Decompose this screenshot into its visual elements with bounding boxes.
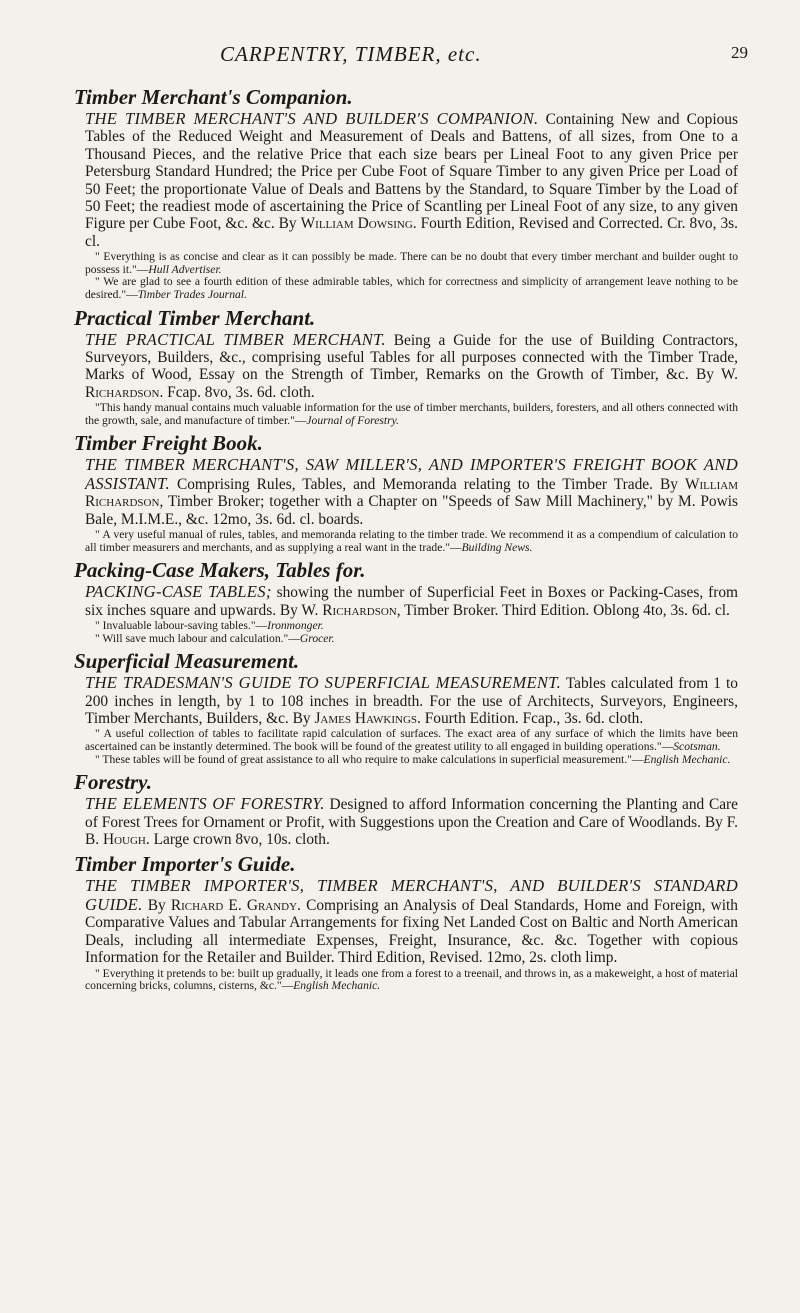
book-title: PACKING-CASE TABLES; bbox=[85, 582, 272, 602]
description-text: Being a Guide for the use of Building Contractors, Surveyors, Builders, &c., comprising useful Tables for all purposes connected with the Timber Trade, Marks of Wood, Essay on the Strength of Timber, Remarks on the Growth of Timber, &c. By W. bbox=[85, 331, 738, 384]
section-heading: Packing-Case Makers, Tables for. bbox=[74, 558, 366, 583]
section-heading: Superficial Measurement. bbox=[74, 649, 300, 674]
quote-text: " Will save much labour and calculation."— bbox=[95, 631, 300, 645]
catalogue-entry bbox=[74, 559, 738, 645]
publication-details: Timber Broker; together with a Chapter on "Speeds of Saw Mill Machinery," by M. Powis Bale, M.I.M.E., &c. 12mo, 3s. 6d. cl. boards. bbox=[85, 493, 738, 528]
publication-details: Timber Broker. Third Edition. Oblong 4to, 3s. 6d. cl. bbox=[404, 601, 730, 619]
catalogue-entry bbox=[74, 650, 738, 766]
review-quotes bbox=[85, 968, 738, 993]
review-quote bbox=[85, 251, 738, 276]
author-name: James Hawkings. bbox=[314, 710, 421, 728]
entry-description bbox=[85, 795, 738, 848]
section-heading: Forestry. bbox=[74, 770, 152, 795]
book-title: THE TIMBER IMPORTER'S, TIMBER MERCHANT'S, AND BUILDER'S STANDARD GUIDE. bbox=[85, 876, 738, 914]
author-name: Richard E. Grandy. bbox=[170, 896, 301, 914]
entry-description bbox=[85, 583, 738, 619]
running-title: CARPENTRY, TIMBER, etc. bbox=[220, 42, 482, 66]
book-title: THE TRADESMAN'S GUIDE TO SUPERFICIAL MEASUREMENT. bbox=[85, 673, 562, 693]
section-heading: Timber Freight Book. bbox=[74, 431, 263, 456]
entry-description bbox=[85, 456, 738, 528]
review-quote bbox=[85, 529, 738, 554]
publication-details: Fourth Edition, Revised and Corrected. Cr. 8vo, 3s. cl. bbox=[85, 215, 738, 250]
entry-description bbox=[85, 877, 738, 966]
review-quotes bbox=[85, 728, 738, 766]
author-name: Richardson, bbox=[322, 601, 401, 619]
quote-source: Journal of Forestry. bbox=[306, 413, 400, 427]
quote-text: " Everything it pretends to be: built up gradually, it leads one from a forest to a treenail, and throws in, as a makeweight, a host of material concerning bricks, columns, cisterns, &c."— bbox=[85, 966, 738, 993]
catalogue-entry bbox=[74, 432, 738, 554]
description-text: Tables calculated from 1 to 200 inches in length, by 1 to 108 inches in breadth. For the use of Architects, Surveyors, Engineers, Timber Merchants, Builders, &c. By bbox=[85, 675, 738, 728]
book-title: THE ELEMENTS OF FORESTRY. bbox=[85, 794, 325, 814]
review-quotes bbox=[85, 251, 738, 301]
entry-description bbox=[85, 331, 738, 402]
book-title: THE PRACTICAL TIMBER MERCHANT. bbox=[85, 329, 386, 349]
quote-text: " Everything is as concise and clear as it can possibly be made. There can be no doubt that every timber merchant and builder ought to possess it."— bbox=[85, 250, 738, 276]
description-text: showing the number of Superficial Feet in Boxes or Packing-Cases, from six inches square and upwards. By W. bbox=[85, 584, 738, 619]
running-head bbox=[0, 42, 800, 68]
publication-details: Large crown 8vo, 10s. cloth. bbox=[153, 831, 330, 849]
quote-text: " These tables will be found of great assistance to all who require to make calculations in superficial measurement."— bbox=[95, 752, 644, 766]
quote-source: English Mechanic. bbox=[643, 752, 731, 766]
quote-source: English Mechanic. bbox=[293, 979, 381, 993]
quote-text: " A very useful manual of rules, tables, and memoranda relating to the timber trade. We recommend it as a compendium of calculation to all timber measurers and merchants, and as supplying a real want in the trade."— bbox=[85, 528, 738, 554]
catalogue-entry bbox=[74, 86, 738, 302]
description-text: By bbox=[147, 896, 166, 914]
quote-source: Hull Advertiser. bbox=[148, 262, 222, 276]
publication-details: Comprising an Analysis of Deal Standards, Home and Foreign, with Comparative Values and Tabular Arrangements for fixing Net Landed Cost on Baltic and North American Deals, including all intermediate Expenses, Freight, Insurance, &c. &c. Together with copious Information for the Retailer and Builder. Third Edition, Revised. 12mo, 2s. cloth limp. bbox=[85, 896, 738, 967]
book-title: THE TIMBER MERCHANT'S AND BUILDER'S COMPANION. bbox=[85, 109, 539, 128]
description-text: Designed to afford Information concerning the Planting and Care of Forest Trees for Ornament or Profit, with Suggestions upon the Creation and Care of Woodlands. By F. B. bbox=[85, 796, 738, 849]
section-heading: Timber Merchant's Companion. bbox=[74, 85, 353, 109]
publication-details: Fcap. 8vo, 3s. 6d. cloth. bbox=[167, 383, 315, 401]
review-quote bbox=[85, 968, 738, 993]
quote-source: Ironmonger. bbox=[267, 619, 324, 633]
catalogue-entry bbox=[74, 771, 738, 848]
catalogue-entries bbox=[74, 86, 738, 998]
section-heading: Timber Importer's Guide. bbox=[74, 852, 296, 877]
book-title: THE TIMBER MERCHANT'S, SAW MILLER'S, AND IMPORTER'S FREIGHT BOOK AND ASSISTANT. bbox=[85, 455, 738, 493]
quote-source: Timber Trades Journal. bbox=[137, 288, 247, 302]
section-heading: Practical Timber Merchant. bbox=[74, 305, 316, 330]
quote-source: Grocer. bbox=[299, 631, 335, 645]
review-quote bbox=[85, 754, 738, 767]
quote-source: Scotsman. bbox=[673, 740, 721, 754]
quote-text: "This handy manual contains much valuable information for the use of timber merchants, builders, foresters, and all others connected with the growth, sale, and manufacture of timber."— bbox=[85, 401, 738, 427]
review-quote bbox=[85, 402, 738, 427]
page-number: 29 bbox=[731, 43, 748, 62]
catalogue-entry bbox=[74, 307, 738, 428]
review-quote bbox=[85, 728, 738, 753]
quote-text: " A useful collection of tables to facilitate rapid calculation of surfaces. The exact area of any surface of which the limits have been ascertained can be instantly determined. The book will be found of the greatest utility to all engaged in building operations."— bbox=[85, 727, 738, 754]
quote-text: " Invaluable labour-saving tables."— bbox=[95, 619, 268, 633]
author-name: William Richardson, bbox=[85, 475, 738, 511]
quote-text: " We are glad to see a fourth edition of these admirable tables, which for correctness and simplicity of arrangement leave nothing to be desired."— bbox=[85, 275, 738, 302]
review-quote bbox=[85, 276, 738, 301]
entry-description bbox=[85, 674, 738, 727]
review-quotes bbox=[85, 620, 738, 645]
description-text: Containing New and Copious Tables of the Reduced Weight and Measurement of Deals and Battens, of all sizes, from One to a Thousand Pieces, and the relative Price that each size bears per Lineal Foot to any given Price per Petersburg Standard Hundred; the Price per Cube Foot of Square Timber to any given Price per Load of 50 Feet; the proportionate Value of Deals and Battens by the Standard, to Square Timber by the Load of 50 Feet; the readiest mode of ascertaining the Price of Scantling per Lineal Foot of any size, to any given Figure per Cube Foot, &c. &c. By bbox=[85, 111, 738, 233]
review-quote bbox=[85, 633, 738, 646]
description-text: Comprising Rules, Tables, and Memoranda relating to the Timber Trade. By bbox=[176, 475, 678, 493]
author-name: Richardson. bbox=[85, 383, 164, 401]
review-quotes bbox=[85, 402, 738, 427]
entry-description bbox=[85, 110, 738, 250]
author-name: Hough. bbox=[102, 831, 150, 849]
catalogue-entry bbox=[74, 853, 738, 992]
review-quotes bbox=[85, 529, 738, 554]
quote-source: Building News. bbox=[461, 540, 533, 554]
author-name: William Dowsing. bbox=[300, 215, 417, 233]
publication-details: Fourth Edition. Fcap., 3s. 6d. cloth. bbox=[424, 710, 644, 728]
